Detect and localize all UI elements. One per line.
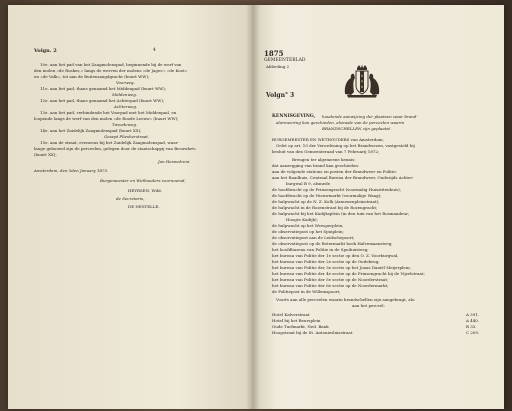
subhead: Achterweg. xyxy=(114,104,138,109)
text-line: dat aanzegging van brand kan geschieden: xyxy=(272,163,360,168)
coat-of-arms-icon xyxy=(341,64,383,98)
volgnummer: Volgn° 3 xyxy=(266,92,295,99)
table-row-name: Hotel bij het Beursplein xyxy=(272,318,321,323)
gazette-section: Afdeeling 2 xyxy=(266,64,290,69)
text-line: besluit van den Gemeenteraad van 7 Februarij 1872; xyxy=(272,149,380,154)
text-line: Voorts aan alle perceelen waarin brandschellen zijn aangebragt, als: xyxy=(276,297,416,302)
text-line: 12e. aan het pad, thans genaamd het Achterpad (buurt WW); xyxy=(40,98,165,103)
text-line: (buurt XX); xyxy=(34,152,57,157)
text-line: de hoofdwacht op de Nieuwmarkt (voormalige Waag); xyxy=(272,193,382,198)
text-line: Hoogte Kadijk); xyxy=(286,217,318,222)
text-line: aan de volgende stations en posten der Brandweer en Politie: xyxy=(272,169,397,174)
notice-title: KENNISGEVING, xyxy=(272,114,316,119)
text-line: de observatiepost op de Botermarkt hoek Halvemaansteeg; xyxy=(272,241,393,246)
notice-subtitle: alarmeering kan geschieden, alsmede van de perceelen waarin xyxy=(276,120,405,125)
svg-text:×: × xyxy=(360,85,364,89)
book-gutter xyxy=(246,5,260,409)
text-line: het hoofdbureau van Politie in de Spuihuisteeg; xyxy=(272,247,369,252)
text-line: aan het Raadhuis, Centraal Bureau der Brandweer, Oudezijds Achter- xyxy=(272,175,414,180)
table-row-code: A 391. xyxy=(466,312,480,317)
table-row-code: A 440. xyxy=(466,318,480,323)
text-line: 15e. aan de straat, eveneens bij het Zuidelijk Zaagmolenspad, waar- xyxy=(40,140,179,145)
notice-subtitle: BRANDSCHELLEN zijn geplaatst. xyxy=(322,126,392,131)
text-line: en »de Valk«, tot aan de Buitenzaagdgracht (buurt WW); xyxy=(34,74,150,79)
secretary-name: DE NESTELLE. xyxy=(128,204,160,209)
svg-text:×: × xyxy=(360,74,364,78)
text-line: het bureau van Politie der 3e sectie op het Jonas Daniël Meijerplein; xyxy=(272,265,411,270)
text-line: de hulpwacht bij het Kadijksplein (in den tuin van het Rosmandeur; xyxy=(272,211,410,216)
text-line: de observatiepost aan de Leidschepoort; xyxy=(272,235,355,240)
text-line: het bureau van Politie der 6e sectie op de Noordermarkt; xyxy=(272,283,389,288)
text-line: lange gebouwd zijn de perceelen, gelegen door de staatschappij van Brouwhet« xyxy=(34,146,197,151)
gazette-title: GEMEENTEBLAD xyxy=(264,58,306,63)
table-row-name: Hoogstraat bij de St. Antoniesluisstraat xyxy=(272,330,353,335)
text-line: aan het perceel: xyxy=(352,303,385,308)
subhead: Tweedeweg. xyxy=(112,122,138,127)
signature-line: Burgemeester en Wethouders voornoemd, xyxy=(100,178,186,183)
text-line: 10e. aan het pad van het Zaagmolenspad, beginnende bij de werf van xyxy=(40,62,182,67)
mayor-name: HEYRSEN, Wild. xyxy=(128,188,162,193)
subhead: Voorweg. xyxy=(116,80,135,85)
notice-subtitle: houdende aanwijzing der plaatsen waar brand- xyxy=(322,114,418,119)
svg-text:×: × xyxy=(360,79,364,84)
table-row-name: Hotel Kalverstraat xyxy=(272,312,310,317)
subhead: Middenweg. xyxy=(112,92,138,97)
left-page-header: Volgn. 2 xyxy=(34,48,57,54)
text-line: den molen »de Roskes,« langs de werven der molens »de Jager,« »de Koot« xyxy=(34,68,188,73)
book-spread xyxy=(8,5,504,409)
text-line: de hulpwacht op de N. Z. Kolk (Armenenpleinstraat); xyxy=(272,199,380,204)
text-line: de observatiepost op het Spuiplein; xyxy=(272,229,344,234)
table-row-name: Oude Turfmarkt, Ned. Bank xyxy=(272,324,329,329)
subhead: Gesept Pliesherstraat. xyxy=(104,134,150,139)
text-line: het bureau van Politie der 2e sectie op de Oudebrug; xyxy=(272,259,380,264)
text-line: burgwal B 9, alsmede xyxy=(286,181,331,186)
text-line: het bureau van Politie der 5e sectie op de Noorderstraat; xyxy=(272,277,389,282)
text-line: 11e. aan het pad, thans genaamd het Middenpad (buurt WW); xyxy=(40,86,167,91)
text-line: het bureau van Politie der 4e sectie op de Prinsengracht bij de Vijzelstraat; xyxy=(272,271,425,276)
left-page-number: 4 xyxy=(153,48,156,53)
text-line: 13e. aan het pad, verbindende het Voorpad met het Middenpad, en xyxy=(40,110,177,115)
table-row-code: C 209. xyxy=(466,330,480,335)
text-line: de hulpwacht op het Weesperplein; xyxy=(272,223,344,228)
text-line: de hulpwacht in de Rozenstraat bij de Rozengracht; xyxy=(272,205,378,210)
text-line: de Politiepost in de Willemspoort; xyxy=(272,289,341,294)
text-line: loopende langs de werf van den molen »de Roode Leeuw« (buurt WW); xyxy=(34,116,179,121)
text-line: Brengen ter algemeene kennis: xyxy=(292,157,356,162)
text-line: 14e. aan het Zuidelijk Zaagmolenspad (buurt XX); xyxy=(40,128,142,133)
left-page xyxy=(8,5,252,409)
date-line: Amsterdam, den 5den January 1875. xyxy=(34,168,109,173)
gazette-year: 1875 xyxy=(264,49,284,58)
text-line: BURGEMEESTER EN WETHOUDERS van Amsterdam; xyxy=(272,137,384,142)
signature-zon: Jan Hesmolreni. xyxy=(158,159,191,164)
table-row-code: B 33. xyxy=(466,324,477,329)
text-line: de hoofdwacht op de Prinsengracht (voormalig Huiszittenhuis); xyxy=(272,187,402,192)
text-line: Gelet op art. 10 der Verordening op het Brandwezen, vastgesteld bij xyxy=(276,143,415,148)
secretary-label: de Secretaris, xyxy=(116,196,145,201)
text-line: het bureau van Politie der 1e sectie op den O. Z. Voorburgwal, xyxy=(272,253,399,258)
